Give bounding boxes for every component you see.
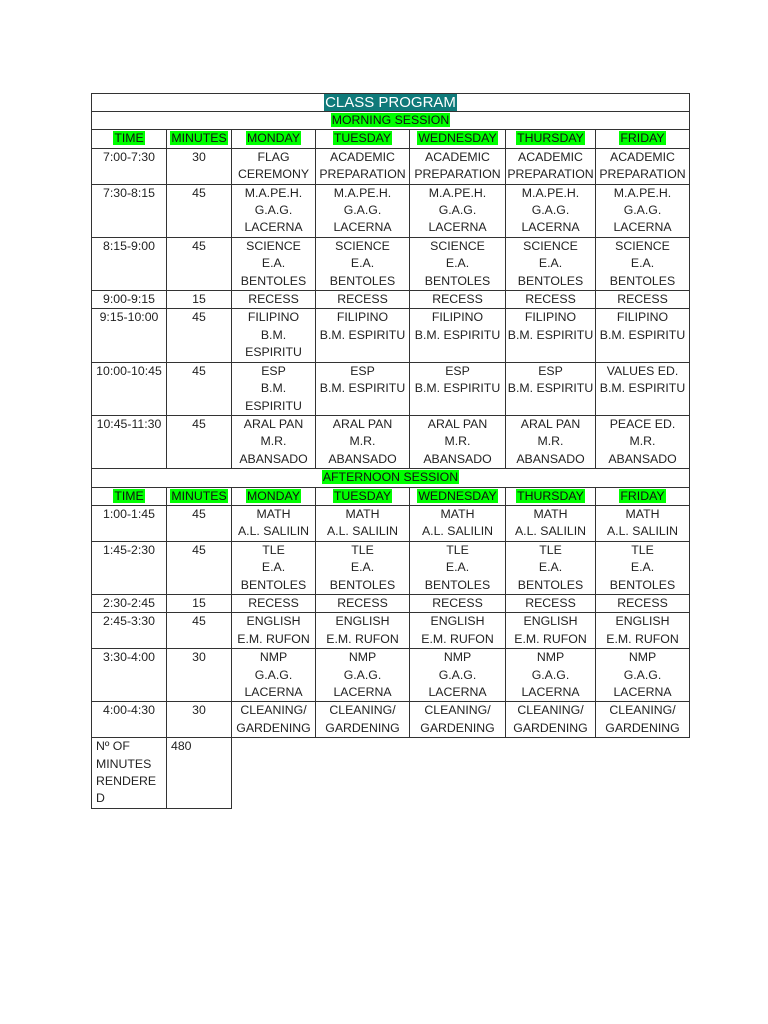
time-cell: 2:45-3:30 — [92, 613, 167, 649]
column-header: FRIDAY — [620, 131, 665, 146]
table-row — [92, 541, 690, 594]
total-label: Nº OF MINUTES RENDERE D — [92, 738, 167, 809]
subject-line: BENTOLES — [240, 577, 307, 592]
subject-line: TLE — [351, 542, 374, 557]
time-cell: 1:00-1:45 — [92, 505, 167, 541]
subject-cell — [506, 184, 596, 237]
subject-cell — [410, 184, 506, 237]
subject-line: BENTOLES — [609, 273, 676, 288]
subject-line: B.M. ESPIRITU — [319, 327, 406, 342]
subject-line: SCIENCE — [615, 238, 670, 253]
subject-line: TLE — [631, 542, 654, 557]
subject-line: M.A.PE.H. — [244, 185, 303, 200]
subject-line: E.A. — [630, 256, 655, 271]
subject-line: G.A.G. — [343, 203, 382, 218]
subject-line: M.A.PE.H. — [333, 185, 392, 200]
subject-line: GARDENING — [513, 720, 588, 735]
subject-line: ENGLISH — [335, 614, 390, 629]
subject-cell — [316, 184, 410, 237]
column-header: TUESDAY — [333, 131, 392, 146]
subject-line: LACERNA — [428, 220, 487, 235]
subject-line: LACERNA — [333, 685, 392, 699]
table-row — [92, 702, 690, 738]
subject-line: ARAL PAN — [520, 416, 581, 431]
subject-cell — [506, 541, 596, 594]
subject-cell — [506, 613, 596, 649]
minutes-cell: 45 — [167, 541, 232, 594]
table-row — [92, 237, 690, 290]
subject-line: G.A.G. — [531, 667, 570, 682]
subject-cell — [506, 594, 596, 612]
subject-cell — [410, 415, 506, 468]
subject-line: ACADEMIC — [610, 149, 675, 164]
subject-cell — [596, 415, 690, 468]
time-cell: 10:00-10:45 — [92, 362, 167, 415]
subject-line: BENTOLES — [424, 273, 491, 288]
subject-line: PREPARATION — [507, 167, 594, 182]
column-header: MONDAY — [246, 488, 301, 503]
table-row — [92, 184, 690, 237]
subject-cell — [410, 702, 506, 738]
table-row — [92, 309, 690, 362]
subject-line: SCIENCE — [523, 238, 578, 253]
subject-line: ENGLISH — [430, 614, 485, 629]
subject-cell — [596, 291, 690, 309]
subject-cell — [232, 237, 316, 290]
subject-cell — [232, 613, 316, 649]
subject-line: ESP — [445, 363, 470, 378]
subject-cell — [232, 362, 316, 415]
subject-line: M.R. — [260, 434, 287, 449]
subject-line: E.M. RUFON — [514, 631, 587, 646]
subject-line: G.A.G. — [531, 203, 570, 218]
subject-line: ABANSADO — [328, 451, 397, 466]
subject-cell — [232, 184, 316, 237]
subject-line: FILIPINO — [616, 310, 669, 325]
subject-cell — [232, 702, 316, 738]
subject-cell — [316, 594, 410, 612]
subject-cell — [410, 148, 506, 184]
subject-cell — [506, 702, 596, 738]
subject-line: ENGLISH — [523, 614, 578, 629]
subject-line: B.M. ESPIRITU — [319, 381, 406, 396]
subject-line: E.A. — [538, 560, 563, 575]
minutes-cell: 45 — [167, 309, 232, 362]
subject-line: B.M. ESPIRITU — [507, 327, 594, 342]
subject-line: BENTOLES — [424, 577, 491, 592]
subject-line: M.R. — [629, 434, 656, 449]
subject-line: E.M. RUFON — [326, 631, 399, 646]
subject-line: PREPARATION — [414, 167, 501, 182]
subject-line: NMP — [443, 650, 472, 665]
subject-cell — [316, 237, 410, 290]
subject-cell — [506, 309, 596, 362]
subject-line: ARAL PAN — [243, 416, 304, 431]
minutes-cell: 15 — [167, 594, 232, 612]
subject-line: E.A. — [261, 256, 286, 271]
minutes-cell: 45 — [167, 505, 232, 541]
minutes-cell: 30 — [167, 148, 232, 184]
page-title: CLASS PROGRAM — [325, 94, 456, 111]
subject-line: MATH — [440, 506, 475, 521]
subject-line: RECESS — [432, 292, 483, 307]
minutes-cell: 45 — [167, 362, 232, 415]
subject-line: ARAL PAN — [332, 416, 393, 431]
subject-line: ENGLISH — [615, 614, 670, 629]
subject-line: MATH — [256, 506, 291, 521]
time-cell: 1:45-2:30 — [92, 541, 167, 594]
subject-line: CLEANING/ — [329, 703, 396, 718]
session-title: AFTERNOON SESSION — [322, 470, 459, 485]
subject-line: ABANSADO — [516, 451, 585, 466]
table-row — [92, 148, 690, 184]
subject-cell — [506, 415, 596, 468]
column-header: MINUTES — [171, 131, 227, 146]
subject-line: CLEANING/ — [424, 703, 491, 718]
column-header: THURSDAY — [517, 488, 584, 503]
subject-cell — [232, 649, 316, 702]
session-title: MORNING SESSION — [331, 113, 450, 127]
subject-cell — [410, 309, 506, 362]
subject-line: FILIPINO — [524, 310, 577, 325]
subject-line: B.M. ESPIRITU — [414, 327, 501, 342]
time-cell: 10:45-11:30 — [92, 415, 167, 468]
title-row — [92, 94, 690, 112]
subject-line: M.R. — [537, 434, 564, 449]
subject-line: G.A.G. — [623, 203, 662, 218]
subject-line: FILIPINO — [247, 310, 300, 325]
subject-line: PEACE ED. — [609, 416, 676, 431]
subject-line: CLEANING/ — [609, 703, 676, 718]
subject-line: CLEANING/ — [240, 703, 307, 718]
subject-line: ACADEMIC — [330, 149, 395, 164]
subject-cell — [506, 148, 596, 184]
session-row — [92, 112, 690, 130]
time-cell: 2:30-2:45 — [92, 594, 167, 612]
subject-line: M.A.PE.H. — [428, 185, 487, 200]
subject-line: E.A. — [445, 256, 470, 271]
subject-cell — [232, 505, 316, 541]
subject-line: A.L. SALILIN — [237, 524, 310, 539]
subject-line: VALUES ED. — [606, 363, 679, 378]
time-cell: 9:00-9:15 — [92, 291, 167, 309]
subject-cell — [506, 505, 596, 541]
session-row — [92, 469, 690, 487]
subject-line: E.A. — [445, 560, 470, 575]
column-header: TUESDAY — [333, 488, 392, 503]
subject-line: E.A. — [261, 560, 286, 575]
time-cell: 3:30-4:00 — [92, 649, 167, 702]
column-header: FRIDAY — [620, 488, 665, 503]
column-header: MINUTES — [171, 488, 227, 503]
subject-line: A.L. SALILIN — [606, 524, 679, 539]
subject-line: M.R. — [349, 434, 376, 449]
subject-cell — [232, 541, 316, 594]
subject-line: G.A.G. — [438, 203, 477, 218]
subject-line: LACERNA — [244, 220, 303, 235]
subject-line: SCIENCE — [246, 238, 301, 253]
subject-line: NMP — [348, 650, 377, 665]
subject-line: E.M. RUFON — [237, 631, 310, 646]
subject-line: RECESS — [248, 292, 299, 307]
subject-line: LACERNA — [521, 220, 580, 235]
subject-cell — [316, 649, 410, 702]
subject-line: ESP — [350, 363, 375, 378]
subject-line: NMP — [536, 650, 565, 665]
subject-line: LACERNA — [333, 220, 392, 235]
subject-line: E.A. — [350, 560, 375, 575]
subject-cell — [596, 184, 690, 237]
subject-cell — [232, 291, 316, 309]
subject-line: ESPIRITU — [245, 398, 302, 413]
table-row — [92, 649, 690, 702]
time-cell: 9:15-10:00 — [92, 309, 167, 362]
header-row — [92, 487, 690, 505]
subject-cell — [232, 148, 316, 184]
minutes-cell: 45 — [167, 184, 232, 237]
subject-line: LACERNA — [428, 685, 487, 699]
subject-line: GARDENING — [420, 720, 495, 735]
subject-line: BENTOLES — [329, 577, 396, 592]
subject-cell — [316, 505, 410, 541]
subject-line: B.M. — [260, 381, 287, 396]
subject-line: PREPARATION — [599, 167, 686, 182]
table-row — [92, 613, 690, 649]
table-row — [92, 291, 690, 309]
column-header: WEDNESDAY — [418, 131, 497, 146]
subject-line: TLE — [446, 542, 469, 557]
subject-line: GARDENING — [325, 720, 400, 735]
minutes-cell: 45 — [167, 415, 232, 468]
column-header: MONDAY — [246, 131, 301, 146]
subject-line: G.A.G. — [438, 667, 477, 682]
subject-line: M.A.PE.H. — [521, 185, 580, 200]
subject-cell — [232, 415, 316, 468]
subject-cell — [596, 148, 690, 184]
subject-cell — [316, 148, 410, 184]
subject-line: ESP — [261, 363, 286, 378]
subject-cell — [410, 505, 506, 541]
minutes-cell: 45 — [167, 613, 232, 649]
subject-cell — [410, 291, 506, 309]
subject-line: M.R. — [444, 434, 471, 449]
subject-line: G.A.G. — [343, 667, 382, 682]
subject-cell — [232, 594, 316, 612]
subject-line: FILIPINO — [431, 310, 484, 325]
subject-line: RECESS — [525, 595, 576, 610]
subject-line: ABANSADO — [423, 451, 492, 466]
subject-line: TLE — [539, 542, 562, 557]
header-row — [92, 130, 690, 148]
subject-line: RECESS — [432, 595, 483, 610]
subject-cell — [506, 291, 596, 309]
subject-line: BENTOLES — [517, 273, 584, 288]
subject-cell — [316, 291, 410, 309]
subject-line: LACERNA — [613, 685, 672, 699]
column-header: WEDNESDAY — [418, 488, 497, 503]
subject-line: MATH — [625, 506, 660, 521]
table-row — [92, 594, 690, 612]
minutes-cell: 30 — [167, 649, 232, 702]
subject-line: ENGLISH — [246, 614, 301, 629]
subject-line: BENTOLES — [329, 273, 396, 288]
subject-cell — [506, 362, 596, 415]
subject-line: A.L. SALILIN — [326, 524, 399, 539]
subject-cell — [506, 237, 596, 290]
subject-cell — [410, 541, 506, 594]
total-value: 480 — [167, 738, 232, 809]
subject-cell — [316, 613, 410, 649]
subject-line: FILIPINO — [336, 310, 389, 325]
subject-line: SCIENCE — [335, 238, 390, 253]
subject-line: ESPIRITU — [245, 345, 302, 360]
subject-line: CLEANING/ — [517, 703, 584, 718]
subject-line: MATH — [345, 506, 380, 521]
subject-line: A.L. SALILIN — [514, 524, 587, 539]
subject-line: RECESS — [248, 595, 299, 610]
subject-line: LACERNA — [244, 685, 303, 699]
time-cell: 8:15-9:00 — [92, 237, 167, 290]
subject-line: TLE — [262, 542, 285, 557]
subject-line: G.A.G. — [623, 667, 662, 682]
subject-line: ARAL PAN — [427, 416, 488, 431]
subject-line: ESP — [538, 363, 563, 378]
table-row — [92, 505, 690, 541]
subject-line: ACADEMIC — [518, 149, 583, 164]
subject-line: GARDENING — [236, 720, 311, 735]
subject-cell — [596, 309, 690, 362]
table-row — [92, 415, 690, 468]
subject-line: PREPARATION — [319, 167, 406, 182]
subject-line: RECESS — [617, 292, 668, 307]
subject-cell — [232, 309, 316, 362]
subject-line: G.A.G. — [254, 667, 293, 682]
minutes-cell: 30 — [167, 702, 232, 738]
subject-cell — [596, 594, 690, 612]
subject-line: A.L. SALILIN — [421, 524, 494, 539]
table-row — [92, 362, 690, 415]
subject-line: E.M. RUFON — [606, 631, 679, 646]
subject-cell — [316, 415, 410, 468]
subject-line: B.M. ESPIRITU — [599, 327, 686, 342]
subject-line: BENTOLES — [517, 577, 584, 592]
subject-cell — [596, 237, 690, 290]
subject-line: E.A. — [630, 560, 655, 575]
subject-line: ABANSADO — [239, 451, 308, 466]
subject-line: RECESS — [525, 292, 576, 307]
subject-line: CEREMONY — [237, 167, 310, 182]
subject-cell — [506, 649, 596, 702]
subject-cell — [316, 362, 410, 415]
subject-cell — [596, 362, 690, 415]
minutes-cell: 45 — [167, 237, 232, 290]
subject-line: G.A.G. — [254, 203, 293, 218]
subject-line: NMP — [628, 650, 657, 665]
subject-line: MATH — [533, 506, 568, 521]
class-program-table — [91, 93, 690, 809]
subject-line: M.A.PE.H. — [613, 185, 672, 200]
column-header: TIME — [114, 131, 144, 146]
subject-line: E.A. — [350, 256, 375, 271]
column-header: TIME — [114, 488, 144, 503]
subject-cell — [596, 613, 690, 649]
subject-line: RECESS — [337, 292, 388, 307]
subject-line: B.M. ESPIRITU — [599, 381, 686, 396]
subject-line: LACERNA — [521, 685, 580, 699]
time-cell: 7:30-8:15 — [92, 184, 167, 237]
subject-line: ABANSADO — [608, 451, 677, 466]
subject-cell — [410, 649, 506, 702]
subject-line: NMP — [259, 650, 288, 665]
subject-line: RECESS — [337, 595, 388, 610]
subject-cell — [316, 702, 410, 738]
subject-line: LACERNA — [613, 220, 672, 235]
subject-cell — [316, 309, 410, 362]
subject-cell — [410, 362, 506, 415]
subject-cell — [410, 237, 506, 290]
subject-line: E.A. — [538, 256, 563, 271]
subject-line: ACADEMIC — [425, 149, 490, 164]
subject-line: SCIENCE — [430, 238, 485, 253]
subject-line: FLAG — [257, 149, 290, 164]
subject-cell — [596, 649, 690, 702]
subject-line: E.M. RUFON — [421, 631, 494, 646]
subject-line: GARDENING — [605, 720, 680, 735]
subject-cell — [596, 505, 690, 541]
subject-cell — [596, 702, 690, 738]
minutes-cell: 15 — [167, 291, 232, 309]
subject-line: BENTOLES — [609, 577, 676, 592]
total-row — [92, 738, 690, 809]
subject-cell — [410, 613, 506, 649]
time-cell: 4:00-4:30 — [92, 702, 167, 738]
subject-line: B.M. — [260, 327, 287, 342]
subject-cell — [316, 541, 410, 594]
subject-line: BENTOLES — [240, 273, 307, 288]
subject-line: B.M. ESPIRITU — [414, 381, 501, 396]
time-cell: 7:00-7:30 — [92, 148, 167, 184]
column-header: THURSDAY — [517, 131, 584, 146]
subject-line: B.M. ESPIRITU — [507, 381, 594, 396]
subject-line: RECESS — [617, 595, 668, 610]
subject-cell — [410, 594, 506, 612]
subject-cell — [596, 541, 690, 594]
